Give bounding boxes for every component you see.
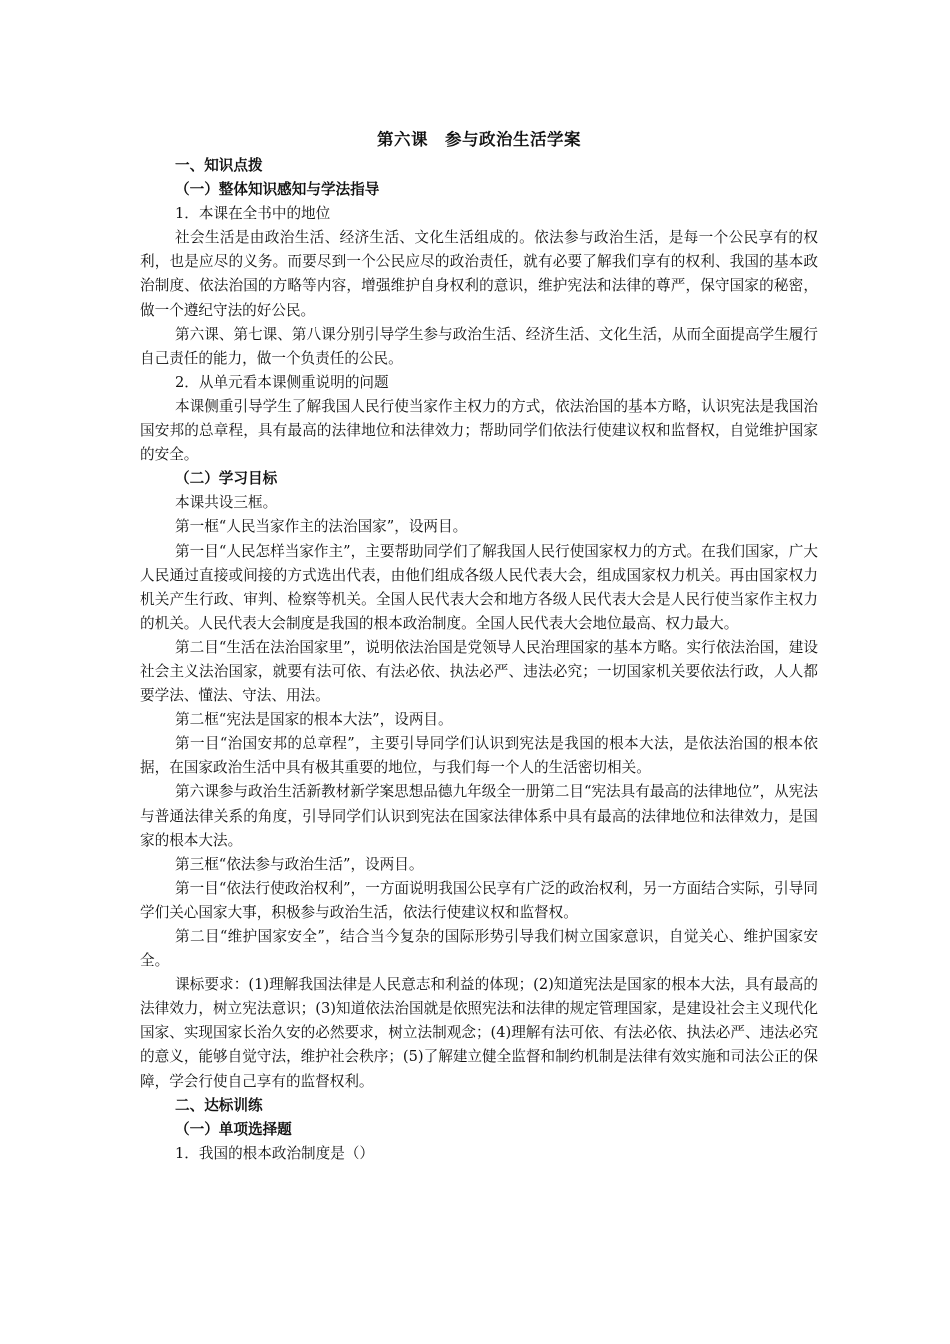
paragraph: 社会生活是由政治生活、经济生活、文化生活组成的。依法参与政治生活，是每一个公民享有的权利，也是应尽的义务。而要尽到一个公民应尽的政治责任，就有必要了解我们享有的权利、我国的基本政治制度、依法治国的方略等内容，增强维护自身权利的意识，维护宪法和法律的尊严，保守国家的秘密，做一个遵纪守法的好公民。 <box>140 229 818 319</box>
paragraph: 第六课、第七课、第八课分别引导学生参与政治生活、经济生活、文化生活，从而全面提高学生履行自己责任的能力，做一个负责任的公民。 <box>140 325 818 367</box>
document-body <box>140 128 818 1166</box>
section-subheading: （一）整体知识感知与学法指导 <box>175 181 380 199</box>
section-subheading: （二）学习目标 <box>175 470 278 488</box>
paragraph: 第二目“生活在法治国家里”，说明依法治国是党领导人民治理国家的基本方略。实行依法治国，建设社会主义法治国家，就要有法可依、有法必依、执法必严、违法必究；一切国家机关要依法行政，人人都要学法、懂法、守法、用法。 <box>140 638 818 705</box>
paragraph: 课标要求：(1)理解我国法律是人民意志和利益的体现；(2)知道宪法是国家的根本大法，具有最高的法律效力，树立宪法意识；(3)知道依法治国就是依照宪法和法律的规定管理国家，是建设社会主义现代化国家、实现国家长治久安的必然要求，树立法制观念；(4)理解有法可依、有法必依、执法必严、违法必究的意义，能够自觉守法，维护社会秩序；(5)了解建立健全监督和制约机制是法律有效实施和司法公正的保障，学会行使自己享有的监督权利。 <box>140 976 818 1090</box>
section-subheading: （一）单项选择题 <box>175 1120 292 1138</box>
question-item: 1．我国的根本政治制度是（） <box>175 1144 375 1162</box>
paragraph: 本课共设三框。 <box>175 494 278 512</box>
section-heading: 二、达标训练 <box>175 1096 263 1114</box>
paragraph: 第一框“人民当家作主的法治国家”，设两目。 <box>175 518 468 536</box>
paragraph: 第二目“维护国家安全”，结合当今复杂的国际形势引导我们树立国家意识，自觉关心、维护国家安全。 <box>140 928 818 970</box>
paragraph: 1．本课在全书中的地位 <box>175 205 331 223</box>
paragraph: 第一目“治国安邦的总章程”，主要引导同学们认识到宪法是我国的根本大法，是依法治国的根本依据，在国家政治生活中具有极其重要的地位，与我们每一个人的生活密切相关。 <box>140 735 818 777</box>
paragraph: 本课侧重引导学生了解我国人民行使当家作主权力的方式，依法治国的基本方略，认识宪法是我国治国安邦的总章程，具有最高的法律地位和法律效力；帮助同学们依法行使建议权和监督权，自觉维护国家的安全。 <box>140 397 818 464</box>
paragraph: 第三框“依法参与政治生活”，设两目。 <box>175 855 424 873</box>
paragraph: 第二框“宪法是国家的根本大法”，设两目。 <box>175 711 453 729</box>
paragraph: 第一目“依法行使政治权利”，一方面说明我国公民享有广泛的政治权利，另一方面结合实际，引导同学们关心国家大事，积极参与政治生活，依法行使建议权和监督权。 <box>140 879 818 921</box>
document-title: 第六课 参与政治生活学案 <box>377 130 581 149</box>
section-heading: 一、知识点拨 <box>175 157 263 174</box>
paragraph: 第六课参与政治生活新教材新学案思想品德九年级全一册第二目“宪法具有最高的法律地位”，从宪法与普通法律关系的角度，引导同学们认识到宪法在国家法律体系中具有最高的法律地位和法律效力，是国家的根本大法。 <box>140 783 818 849</box>
paragraph: 第一目“人民怎样当家作主”，主要帮助同学们了解我国人民行使国家权力的方式。在我们国家，广大人民通过直接或间接的方式选出代表，由他们组成各级人民代表大会，组成国家权力机关。再由国家权力机关产生行政、审判、检察等机关。全国人民代表大会和地方各级人民代表大会是人民行使当家作主权力的机关。人民代表大会制度是我国的根本政治制度。全国人民代表大会地位最高、权力最大。 <box>140 542 818 632</box>
paragraph: 2．从单元看本课侧重说明的问题 <box>175 373 389 391</box>
